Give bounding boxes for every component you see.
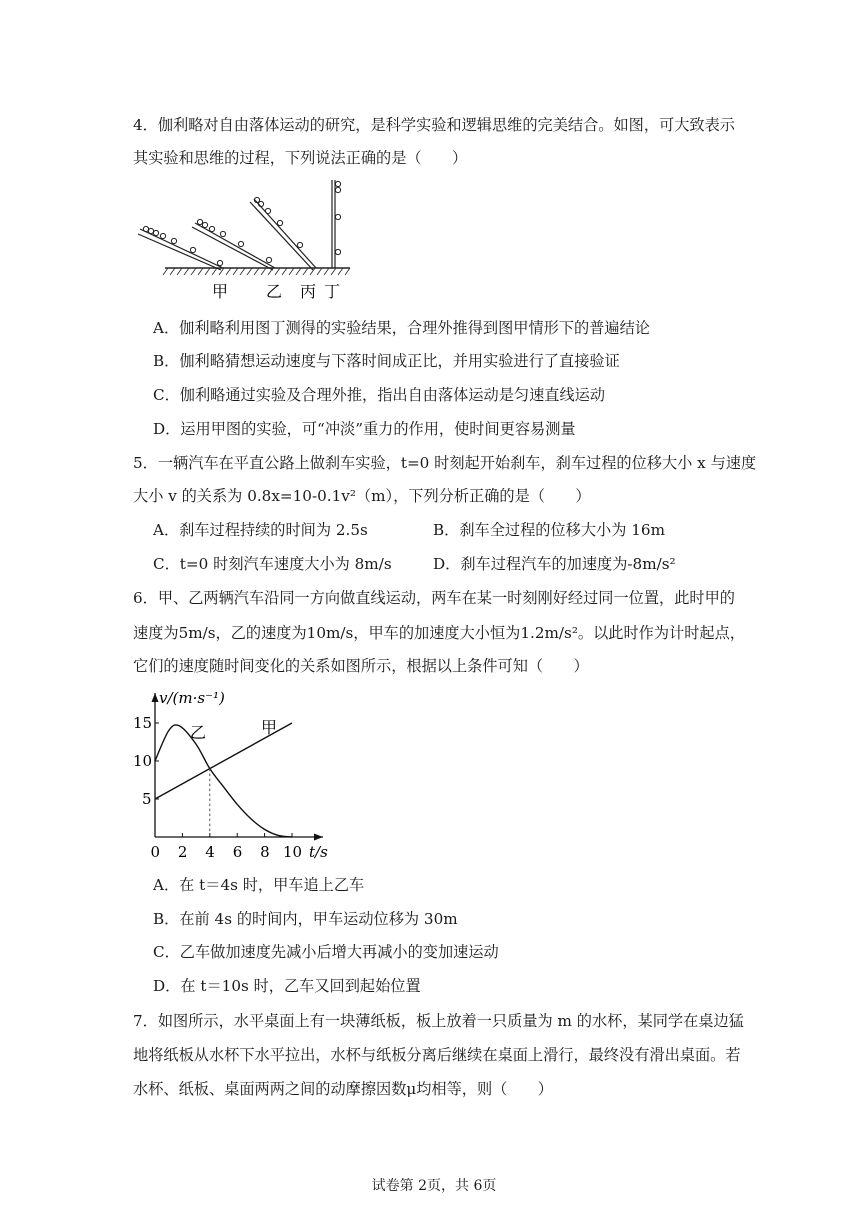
q6-stem-line1: 6．甲、乙两辆汽车沿同一方向做直线运动，两车在某一时刻刚好经过同一位置，此时甲的 [133,589,735,607]
q4-option-a: A．伽利略利用图丁测得的实验结果，合理外推得到图甲情形下的普遍结论 [153,319,650,337]
q5-stem-line2: 大小 v 的关系为 0.8x=10-0.1v²（m），下列分析正确的是（ ） [133,487,591,505]
incline-jia [138,226,223,270]
q4-option-b: B．伽利略猜想运动速度与下落时间成正比，并用实验进行了直接验证 [153,352,620,370]
q6-stem-line2: 速度为5m/s，乙的速度为10m/s，甲车的加速度大小恒为1.2m/s²。以此时作为计时起点， [133,624,745,642]
x-axis-arrow [314,834,323,841]
series-label-yi: 乙 [190,723,207,742]
series-yi-curve [155,725,292,837]
y-tick-label: 5 [142,790,152,808]
q5-stem-line1: 5．一辆汽车在平直公路上做刹车实验，t=0 时刻起开始刹车，刹车过程的位移大小 x 与速度 [133,454,757,472]
q6-stem-line3: 它们的速度随时间变化的关系如图所示，根据以上条件可知（ ） [133,657,589,675]
x-tick-label: 4 [205,843,215,861]
figure-label-yi: 乙 [266,282,283,301]
x-tick-label: 0 [150,843,161,861]
q6-option-c: C．乙车做加速度先减小后增大再减小的变加速运动 [153,943,499,961]
x-tick-label: 10 [283,843,303,861]
q7-stem-line3: 水杯、纸板、桌面两两之间的动摩擦因数μ均相等，则（ ） [133,1080,553,1098]
q5-option-a: A．刹车过程持续的时间为 2.5s [153,521,368,539]
figure-label-jia: 甲 [212,282,229,301]
y-tick-label: 15 [133,714,153,732]
velocity-time-chart [135,685,335,865]
y-tick-label: 10 [133,752,153,770]
figure-label-bing: 丙 [300,282,317,301]
q4-option-d: D．运用甲图的实验，可“冲淡”重力的作用，使时间更容易测量 [153,420,576,438]
q7-stem-line2: 地将纸板从水杯下水平拉出，水杯与纸板分离后继续在桌面上滑行，最终没有滑出桌面。若 [133,1046,741,1064]
x-tick-label: 8 [260,843,270,861]
chart-series [155,723,292,837]
q6-option-d: D．在 t＝10s 时，乙车又回到起始位置 [153,977,421,995]
q4-stem-line1: 4．伽利略对自由落体运动的研究，是科学实验和逻辑思维的完美结合。如图，可大致表示 [133,116,735,134]
q6-option-a: A．在 t＝4s 时，甲车追上乙车 [153,876,365,894]
q5-option-c: C．t=0 时刻汽车速度大小为 8m/s [153,555,392,573]
page-footer: 试卷第 2页，共 6页 [371,1178,497,1194]
figure-label-ding: 丁 [324,282,341,301]
y-axis-arrow [152,693,159,702]
q7-stem-line1: 7．如图所示，水平桌面上有一块薄纸板，板上放着一只质量为 m 的水杯，某同学在桌边猛 [133,1012,744,1030]
series-label-jia: 甲 [261,718,278,737]
x-axis-label: t/s [309,843,328,861]
q6-option-b: B．在前 4s 的时间内，甲车运动位移为 30m [153,910,458,928]
x-tick-label: 2 [177,843,188,861]
q5-option-d: D．刹车过程汽车的加速度为-8m/s² [433,555,676,573]
vertical-ding [332,180,341,268]
q4-stem-line2: 其实验和思维的过程，下列说法正确的是（ ） [133,149,468,167]
q4-option-c: C．伽利略通过实验及合理外推，指出自由落体运动是匀速直线运动 [153,386,606,404]
x-tick-label: 6 [232,843,243,861]
q5-option-b: B．刹车全过程的位移大小为 16m [433,521,665,539]
y-axis-label: v/(m·s⁻¹) [159,689,225,707]
chart-axes [152,693,324,841]
galileo-inclines-figure [130,172,360,307]
